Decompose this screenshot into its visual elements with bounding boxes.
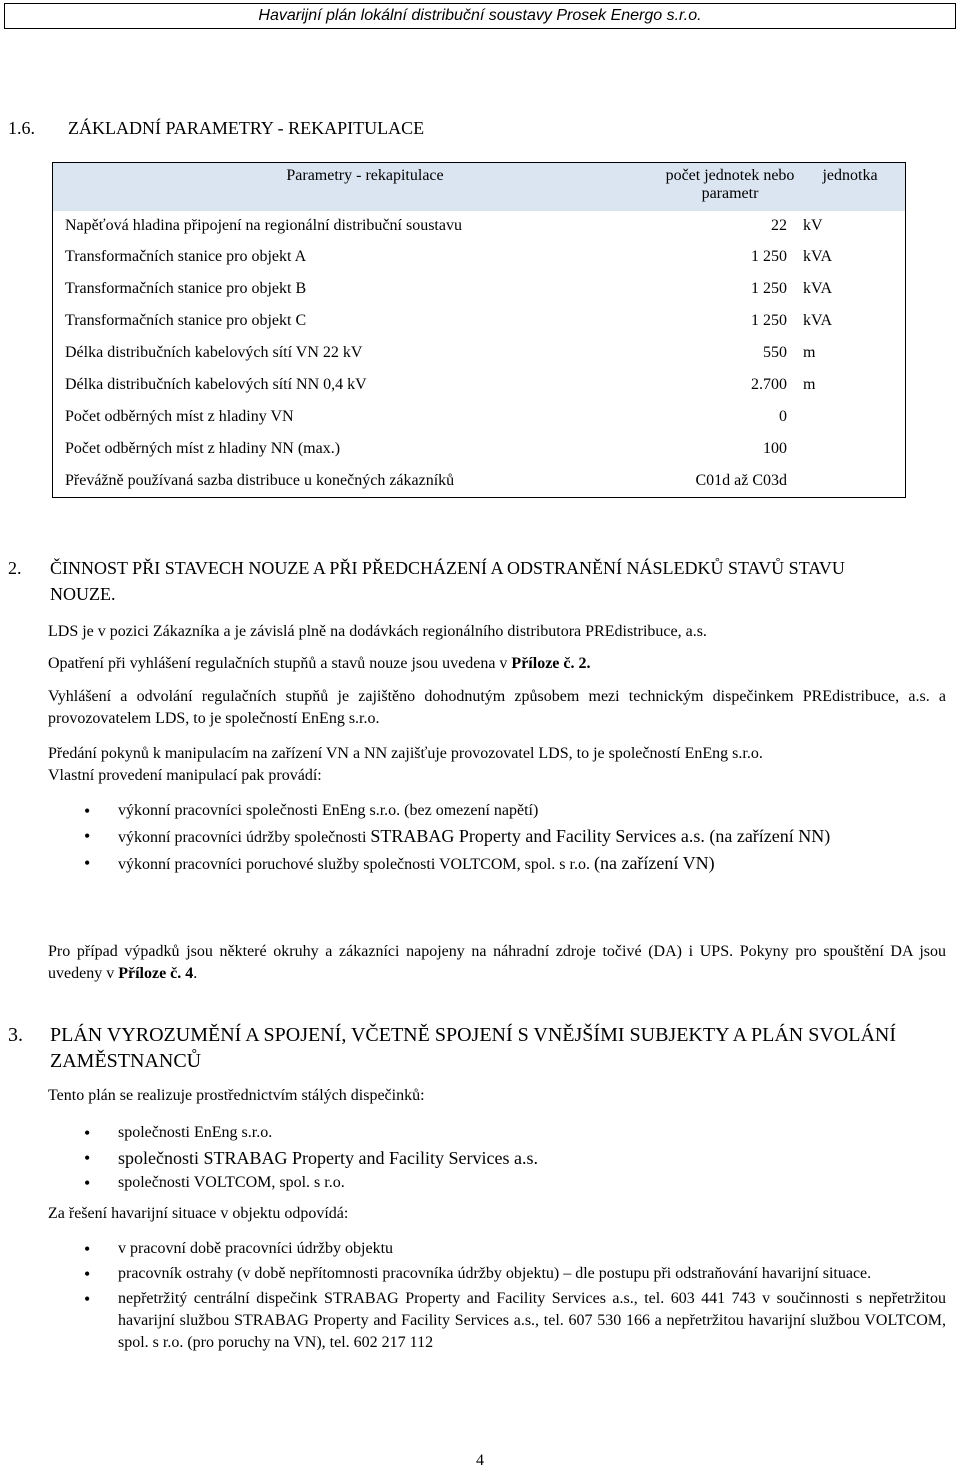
table-cell-value: 1 250: [751, 312, 787, 329]
list-item-text: (na zařízení VN): [593, 853, 715, 873]
list-item: • nepřetržitý centrální dispečink STRABAG Property and Facility Services a.s., tel. 603 441 743 v součinnosti s nepřetržitou havarijní službou STRABAG Property and Facility Services a.s., tel. 607 530 166 a nepřetržitou havarijní službou VOLTCOM, spol. s r.o. (pro poruchy na VN), tel. 602 217 112: [48, 1288, 946, 1354]
table-cell-value: 1 250: [751, 280, 787, 297]
table-cell-value: 0: [779, 408, 787, 425]
table-cell-parameter: Délka distribučních kabelových sítí VN 22 kV: [53, 337, 666, 369]
table-cell-unit: kV: [795, 211, 906, 241]
section-number: 3.: [8, 1024, 23, 1046]
header-value: počet jednotek nebo parametr: [665, 163, 795, 212]
paragraph: Předání pokynů k manipulacím na zařízení VN a NN zajišťuje provozovatel LDS, to je společností EnEng s.r.o.: [48, 745, 763, 762]
section-3-heading: [8, 1022, 897, 1072]
table-row: [53, 305, 906, 337]
page-number: 4: [476, 1452, 484, 1469]
paragraph-text: Pro případ výpadků jsou některé okruhy a zákazníci napojeny na náhradní zdroje točivé (DA) i UPS. Pokyny pro spouštění DA jsou uvedeny v: [48, 943, 946, 982]
annex-reference: Příloze č. 4: [118, 965, 194, 982]
table-cell-unit: kVA: [795, 305, 906, 337]
list-item: • společnosti VOLTCOM, spol. s r.o.: [48, 1172, 946, 1194]
dispatch-list: [48, 1122, 946, 1197]
responsibility-list: [48, 1238, 946, 1357]
paragraph-text: .: [193, 965, 198, 982]
section-2-heading: [8, 555, 845, 604]
paragraph: LDS je v pozici Zákazníka a je závislá plně na dodávkách regionálního distributora PREdistribuce, a.s.: [48, 623, 707, 640]
list-item-text: STRABAG Property and Facility Services a.s. (na zařízení NN): [370, 826, 831, 846]
paragraph-text: Opatření při vyhlášení regulačních stupňů a stavů nouze jsou uvedena v: [48, 655, 512, 672]
table-cell-unit: kVA: [795, 241, 906, 273]
list-item: • v pracovní době pracovníci údržby objektu: [48, 1238, 946, 1260]
table-cell-value: 100: [763, 440, 787, 457]
table-row: [53, 369, 906, 401]
section-number: 2.: [8, 558, 22, 578]
paragraph: Tento plán se realizuje prostřednictvím stálých dispečinků:: [48, 1087, 425, 1104]
table-cell-parameter: Transformačních stanice pro objekt A: [53, 241, 666, 273]
section-title: ČINNOST PŘI STAVECH NOUZE A PŘI PŘEDCHÁZENÍ A ODSTRANĚNÍ NÁSLEDKŮ STAVŮ STAVU NOUZE.: [50, 558, 845, 604]
list-item: • pracovník ostrahy (v době nepřítomnosti pracovníka údržby objektu) – dle postupu při odstraňování havarijní situace.: [48, 1263, 946, 1285]
running-header: Havarijní plán lokální distribuční soustavy Prosek Energo s.r.o.: [4, 3, 956, 29]
table-cell-value: 1 250: [751, 248, 787, 265]
table-row: [53, 241, 906, 273]
list-item: • společnosti STRABAG Property and Facility Services a.s.: [48, 1147, 946, 1169]
table-cell-parameter: Převážně používaná sazba distribuce u konečných zákazníků: [53, 465, 666, 498]
table-row: [53, 337, 906, 369]
paragraph: Vlastní provedení manipulací pak provádí:: [48, 767, 322, 784]
table-cell-unit: [795, 433, 906, 465]
list-item-text: výkonní pracovníci poruchové služby společnosti VOLTCOM, spol. s r.o.: [118, 856, 594, 873]
table-row: [53, 433, 906, 465]
table-cell-unit: [795, 401, 906, 433]
table-row: [53, 401, 906, 433]
list-item: [48, 800, 946, 822]
annex-reference: Příloze č. 2.: [511, 655, 591, 672]
table-cell-parameter: Počet odběrných míst z hladiny NN (max.): [53, 433, 666, 465]
paragraph: [48, 653, 946, 675]
table-cell-unit: m: [795, 337, 906, 369]
table-cell-value: 2.700: [751, 376, 787, 393]
table-cell-parameter: Transformačních stanice pro objekt C: [53, 305, 666, 337]
section-title: PLÁN VYROZUMĚNÍ A SPOJENÍ, VČETNĚ SPOJENÍ S VNĚJŠÍMI SUBJEKTY A PLÁN SVOLÁNÍ ZAMĚSTNANCŮ: [50, 1024, 897, 1072]
header-parameter: Parametry - rekapitulace: [53, 163, 666, 212]
header-unit: jednotka: [795, 163, 906, 212]
parameters-table: [52, 162, 906, 498]
table-row: [53, 465, 906, 498]
section-title: ZÁKLADNÍ PARAMETRY - REKAPITULACE: [68, 118, 425, 138]
table-cell-unit: kVA: [795, 273, 906, 305]
paragraph: Za řešení havarijní situace v objektu odpovídá:: [48, 1205, 349, 1222]
executors-list: [48, 800, 946, 879]
table-cell-value: C01d až C03d: [665, 465, 795, 498]
table-cell-parameter: Délka distribučních kabelových sítí NN 0,4 kV: [53, 369, 666, 401]
table-cell-unit: [795, 465, 906, 498]
list-item: [48, 825, 946, 849]
table-row: [53, 211, 906, 241]
table-row: [53, 273, 906, 305]
list-item: [48, 852, 946, 876]
list-item: • společnosti EnEng s.r.o.: [48, 1122, 946, 1144]
table-cell-value: 550: [763, 344, 787, 361]
table-cell-unit: m: [795, 369, 906, 401]
section-number: 1.6.: [8, 118, 35, 138]
paragraph: [48, 941, 946, 985]
table-cell-parameter: Transformačních stanice pro objekt B: [53, 273, 666, 305]
table-cell-parameter: Napěťová hladina připojení na regionální distribuční soustavu: [53, 211, 666, 241]
table-cell-parameter: Počet odběrných míst z hladiny VN: [53, 401, 666, 433]
section-1-6-heading: [8, 118, 424, 139]
list-item-text: výkonní pracovníci údržby společnosti: [118, 829, 371, 846]
paragraph: Vyhlášení a odvolání regulačních stupňů je zajištěno dohodnutým způsobem mezi technickým dispečinkem PREdistribuce, a.s. a provozovatelem LDS, to je společností EnEng s.r.o.: [48, 688, 946, 727]
table-cell-value: 22: [771, 217, 787, 234]
list-item-text: výkonní pracovníci společnosti EnEng s.r.o. (bez omezení napětí): [118, 802, 539, 819]
